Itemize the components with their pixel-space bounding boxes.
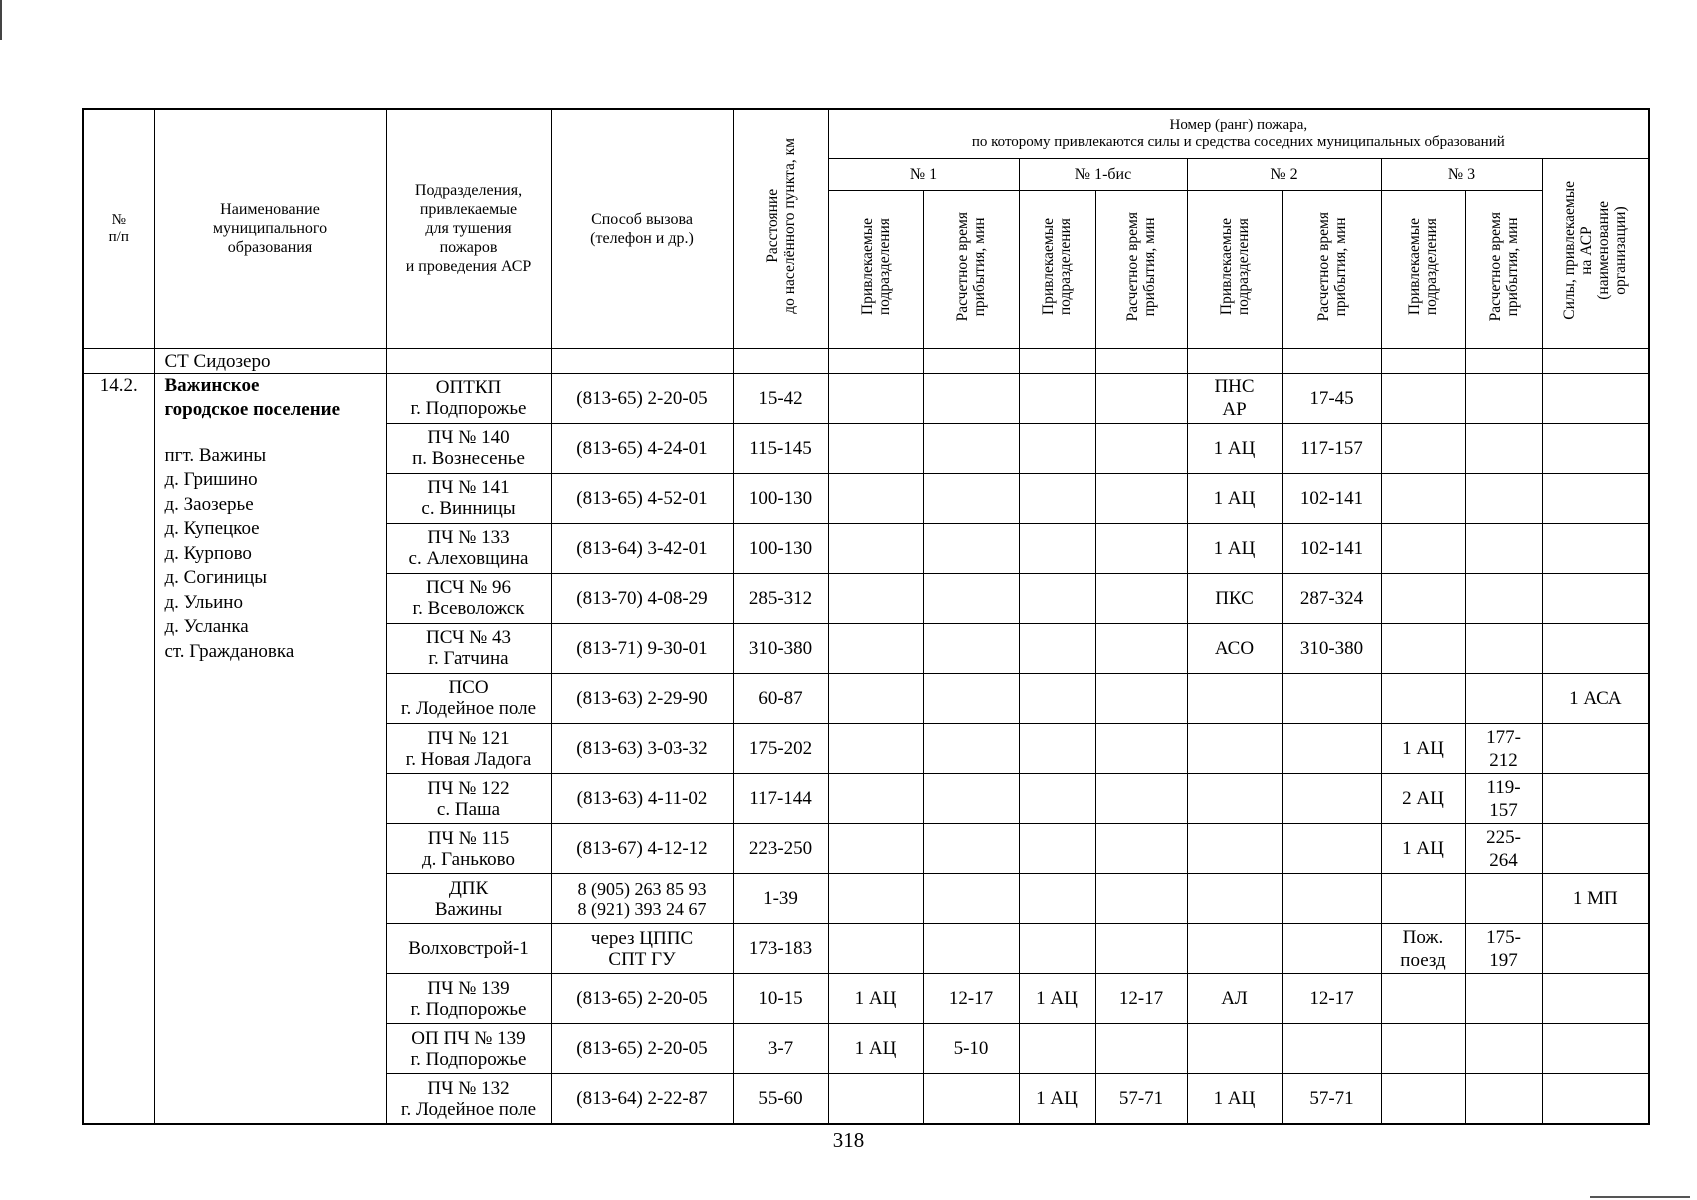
rank1-units-cell: [828, 1074, 923, 1124]
distance-cell: 175-202: [733, 723, 828, 773]
table-row: [83, 373, 1649, 423]
rank1-units-cell: [828, 623, 923, 673]
distance-cell: 15-42: [733, 373, 828, 423]
rank1-units-cell: [828, 824, 923, 874]
section-number: 14.2.: [83, 373, 154, 1124]
rank1bis-units-cell: 1 АЦ: [1019, 974, 1095, 1024]
settlement-list: [165, 444, 384, 665]
rank1-units-cell: [828, 874, 923, 924]
distance-cell: 1-39: [733, 874, 828, 924]
rank3-units-cell: [1381, 623, 1465, 673]
rank2-units-cell: [1187, 824, 1282, 874]
rank1-units-cell: [828, 573, 923, 623]
distance-cell: 100-130: [733, 473, 828, 523]
rank-group-header: Номер (ранг) пожара, по которому привлекаются силы и средства соседних муниципальных образований: [828, 109, 1649, 158]
distance-cell: 10-15: [733, 974, 828, 1024]
rank2-units-cell: 1 АЦ: [1187, 473, 1282, 523]
call-cell: (813-70) 4-08-29: [551, 573, 733, 623]
rank1bis-units-cell: [1019, 373, 1095, 423]
rank2-units-cell: [1187, 774, 1282, 824]
rank2-units-cell: АСО: [1187, 623, 1282, 673]
asr-cell: [1542, 1024, 1649, 1074]
rank3-units-cell: [1381, 974, 1465, 1024]
unit-cell: ДПК Важины: [386, 874, 551, 924]
municipality-title: Важинское: [164, 374, 260, 396]
rank3-units-cell: 1 АЦ: [1381, 824, 1465, 874]
call-cell: (813-63) 3-03-32: [551, 723, 733, 773]
rank1-time-cell: [923, 523, 1019, 573]
rank1-units-cell: [828, 723, 923, 773]
rank1-units-cell: [828, 423, 923, 473]
rank2-time-header: Расчетное время прибытия, мин: [1282, 190, 1381, 348]
rank1-units-cell: [828, 473, 923, 523]
scan-mark: [1590, 1196, 1690, 1198]
unit-cell: ОП ПЧ № 139 г. Подпорожье: [386, 1024, 551, 1074]
unit-cell: ПСЧ № 96 г. Всеволожск: [386, 573, 551, 623]
unit-cell: ПЧ № 122 с. Паша: [386, 774, 551, 824]
rank2-time-cell: [1282, 874, 1381, 924]
rank1-units-cell: 1 АЦ: [828, 1024, 923, 1074]
rank3-units-cell: 1 АЦ: [1381, 723, 1465, 773]
call-cell: (813-65) 4-52-01: [551, 473, 733, 523]
rank3-time-cell: [1465, 1074, 1542, 1124]
rank1bis-units-cell: [1019, 824, 1095, 874]
call-cell: (813-64) 3-42-01: [551, 523, 733, 573]
settlement-item: д. Гришино: [164, 469, 258, 491]
rank2-time-cell: 17-45: [1282, 373, 1381, 423]
rank3-units-cell: [1381, 373, 1465, 423]
rank2-units-cell: 1 АЦ: [1187, 523, 1282, 573]
settlement-item: д. Купецкое: [164, 518, 260, 540]
asr-cell: 1 АСА: [1542, 673, 1649, 723]
rank3-time-cell: [1465, 874, 1542, 924]
col-distance-header: [733, 109, 828, 348]
unit-cell: ПСО г. Лодейное поле: [386, 673, 551, 723]
distance-cell: 173-183: [733, 924, 828, 974]
col-muni-header: Наименование муниципального образования: [154, 109, 386, 348]
unit-cell: ПЧ № 140 п. Вознесенье: [386, 423, 551, 473]
rank3-units-cell: Пож. поезд: [1381, 924, 1465, 974]
distance-cell: 3-7: [733, 1024, 828, 1074]
asr-cell: [1542, 423, 1649, 473]
rank1bis-time-cell: 57-71: [1095, 1074, 1187, 1124]
distance-cell: 55-60: [733, 1074, 828, 1124]
rank1-time-cell: [923, 774, 1019, 824]
rank2-time-cell: 310-380: [1282, 623, 1381, 673]
rank3-units-cell: 2 АЦ: [1381, 774, 1465, 824]
rank1bis-time-cell: [1095, 673, 1187, 723]
rank1bis-units-cell: [1019, 523, 1095, 573]
rank3-time-cell: [1465, 423, 1542, 473]
unit-cell: ПЧ № 139 г. Подпорожье: [386, 974, 551, 1024]
rank1bis-time-header: Расчетное время прибытия, мин: [1095, 190, 1187, 348]
settlement-item: пгт. Важины: [164, 444, 267, 466]
rank1-time-cell: [923, 473, 1019, 523]
rank1bis-units-cell: [1019, 774, 1095, 824]
rank2-units-cell: [1187, 723, 1282, 773]
asr-cell: [1542, 924, 1649, 974]
asr-cell: [1542, 1074, 1649, 1124]
rank2-units-header: Привлекаемые подразделения: [1187, 190, 1282, 348]
rank1bis-time-cell: [1095, 473, 1187, 523]
call-cell: (813-65) 2-20-05: [551, 373, 733, 423]
rank3-units-cell: [1381, 1024, 1465, 1074]
col-call-header: Способ вызова (телефон и др.): [551, 109, 733, 348]
rank3-time-cell: [1465, 373, 1542, 423]
rank2-time-cell: [1282, 1024, 1381, 1074]
rank1bis-units-cell: 1 АЦ: [1019, 1074, 1095, 1124]
settlement-item: д. Усланка: [164, 616, 249, 638]
call-cell: (813-65) 4-24-01: [551, 423, 733, 473]
rank1-time-header: Расчетное время прибытия, мин: [923, 190, 1019, 348]
asr-cell: [1542, 623, 1649, 673]
unit-cell: ПЧ № 132 г. Лодейное поле: [386, 1074, 551, 1124]
rank1-time-cell: [923, 723, 1019, 773]
rank2-units-cell: [1187, 1024, 1282, 1074]
asr-cell: [1542, 723, 1649, 773]
rank1bis-time-cell: [1095, 423, 1187, 473]
call-cell: (813-65) 2-20-05: [551, 974, 733, 1024]
rank2-time-cell: 57-71: [1282, 1074, 1381, 1124]
distance-cell: 310-380: [733, 623, 828, 673]
rank1-time-cell: [923, 824, 1019, 874]
rank1-time-cell: [923, 423, 1019, 473]
rank1-time-cell: 12-17: [923, 974, 1019, 1024]
call-cell: (813-65) 2-20-05: [551, 1024, 733, 1074]
rank3-units-cell: [1381, 473, 1465, 523]
rank3-time-cell: 175- 197: [1465, 924, 1542, 974]
unit-cell: Волховстрой-1: [386, 924, 551, 974]
call-cell: (813-63) 4-11-02: [551, 774, 733, 824]
rank2-units-cell: АЛ: [1187, 974, 1282, 1024]
rank2-units-cell: [1187, 673, 1282, 723]
rank2-time-cell: [1282, 824, 1381, 874]
settlement-item: д. Заозерье: [164, 493, 254, 515]
page-number: 318: [832, 1128, 865, 1152]
fire-forces-table: [82, 108, 1650, 1125]
rank2-units-cell: 1 АЦ: [1187, 1074, 1282, 1124]
rank1-time-cell: [923, 623, 1019, 673]
rank2-units-cell: ПНС АР: [1187, 373, 1282, 423]
rank1-time-cell: [923, 924, 1019, 974]
rank2-time-cell: 102-141: [1282, 473, 1381, 523]
distance-cell: 115-145: [733, 423, 828, 473]
asr-header: [1542, 158, 1649, 348]
rank1bis-time-cell: [1095, 623, 1187, 673]
rank1-time-cell: [923, 573, 1019, 623]
rank1bis-units-header: Привлекаемые подразделения: [1019, 190, 1095, 348]
rank2-time-cell: 287-324: [1282, 573, 1381, 623]
rank1bis-units-cell: [1019, 423, 1095, 473]
rank3-header: № 3: [1381, 158, 1542, 190]
rank1-units-cell: [828, 523, 923, 573]
rank1bis-units-cell: [1019, 924, 1095, 974]
rank1bis-units-cell: [1019, 1024, 1095, 1074]
rank1-time-cell: 5-10: [923, 1024, 1019, 1074]
rank1-units-cell: [828, 673, 923, 723]
rank2-units-cell: [1187, 874, 1282, 924]
col-units-header: Подразделения, привлекаемые для тушения пожаров и проведения АСР: [386, 109, 551, 348]
rank3-units-cell: [1381, 874, 1465, 924]
municipality-block: [154, 373, 386, 1124]
rank2-time-cell: [1282, 723, 1381, 773]
call-cell: (813-63) 2-29-90: [551, 673, 733, 723]
rank3-units-header: Привлекаемые подразделения: [1381, 190, 1465, 348]
distance-header-text: Расстояние до населённого пункта, км: [763, 138, 798, 315]
unit-cell: ПЧ № 133 с. Алеховщина: [386, 523, 551, 573]
rank2-units-cell: ПКС: [1187, 573, 1282, 623]
prev-row: [83, 348, 1649, 373]
unit-cell: ПЧ № 115 д. Ганьково: [386, 824, 551, 874]
rank3-time-cell: 225- 264: [1465, 824, 1542, 874]
asr-cell: [1542, 523, 1649, 573]
settlement-item: д. Курпово: [164, 542, 252, 564]
rank2-header: № 2: [1187, 158, 1381, 190]
rank3-time-cell: [1465, 573, 1542, 623]
rank1-units-cell: [828, 373, 923, 423]
asr-cell: [1542, 974, 1649, 1024]
rank1bis-time-cell: [1095, 874, 1187, 924]
scan-edge-mark: [0, 0, 2, 40]
rank1bis-units-cell: [1019, 573, 1095, 623]
rank3-time-cell: 177- 212: [1465, 723, 1542, 773]
municipality-title: городское поселение: [164, 398, 341, 420]
rank1bis-time-cell: [1095, 1024, 1187, 1074]
asr-cell: [1542, 573, 1649, 623]
rank2-time-cell: [1282, 673, 1381, 723]
rank1-time-cell: [923, 1074, 1019, 1124]
rank1-units-cell: [828, 774, 923, 824]
rank2-time-cell: [1282, 924, 1381, 974]
rank1-time-cell: [923, 874, 1019, 924]
prev-row-name: СТ Сидозеро: [154, 348, 386, 373]
rank1bis-time-cell: [1095, 824, 1187, 874]
rank3-time-header: Расчетное время прибытия, мин: [1465, 190, 1542, 348]
settlement-item: д. Согиницы: [164, 567, 268, 589]
unit-cell: ПЧ № 121 г. Новая Ладога: [386, 723, 551, 773]
rank1bis-units-cell: [1019, 673, 1095, 723]
rank1bis-time-cell: [1095, 723, 1187, 773]
rank3-units-cell: [1381, 423, 1465, 473]
rank3-time-cell: [1465, 623, 1542, 673]
rank1bis-time-cell: [1095, 523, 1187, 573]
call-cell: (813-71) 9-30-01: [551, 623, 733, 673]
rank3-units-cell: [1381, 573, 1465, 623]
rank1-header: № 1: [828, 158, 1019, 190]
rank3-time-cell: [1465, 473, 1542, 523]
distance-cell: 60-87: [733, 673, 828, 723]
distance-cell: 285-312: [733, 573, 828, 623]
rank1-time-cell: [923, 373, 1019, 423]
rank3-time-cell: [1465, 673, 1542, 723]
asr-cell: [1542, 473, 1649, 523]
rank3-time-cell: [1465, 523, 1542, 573]
rank1-units-header: Привлекаемые подразделения: [828, 190, 923, 348]
asr-cell: 1 МП: [1542, 874, 1649, 924]
rank1bis-time-cell: [1095, 373, 1187, 423]
rank1bis-time-cell: [1095, 924, 1187, 974]
rank1-units-cell: [828, 924, 923, 974]
rank3-time-cell: [1465, 1024, 1542, 1074]
rank1bis-units-cell: [1019, 874, 1095, 924]
settlement-item: ст. Граждановка: [164, 640, 295, 662]
rank1-units-cell: 1 АЦ: [828, 974, 923, 1024]
unit-cell: ОПТКП г. Подпорожье: [386, 373, 551, 423]
asr-cell: [1542, 774, 1649, 824]
rank1bis-units-cell: [1019, 623, 1095, 673]
asr-cell: [1542, 824, 1649, 874]
rank2-time-cell: 102-141: [1282, 523, 1381, 573]
col-num-header: № п/п: [83, 109, 154, 348]
call-cell: через ЦППС СПТ ГУ: [551, 924, 733, 974]
rank1-time-cell: [923, 673, 1019, 723]
call-cell: 8 (905) 263 85 93 8 (921) 393 24 67: [551, 874, 733, 924]
rank2-time-cell: 12-17: [1282, 974, 1381, 1024]
rank3-units-cell: [1381, 523, 1465, 573]
rank3-units-cell: [1381, 1074, 1465, 1124]
rank3-time-cell: 119- 157: [1465, 774, 1542, 824]
distance-cell: 100-130: [733, 523, 828, 573]
rank2-time-cell: [1282, 774, 1381, 824]
rank1bis-time-cell: 12-17: [1095, 974, 1187, 1024]
rank1bis-header: № 1-бис: [1019, 158, 1187, 190]
rank1bis-units-cell: [1019, 723, 1095, 773]
asr-header-text: Силы, привлекаемые на АСР (наименование организации): [1561, 181, 1630, 320]
unit-cell: ПЧ № 141 с. Винницы: [386, 473, 551, 523]
rank3-time-cell: [1465, 974, 1542, 1024]
settlement-item: д. Ульино: [164, 591, 243, 613]
distance-cell: 223-250: [733, 824, 828, 874]
call-cell: (813-67) 4-12-12: [551, 824, 733, 874]
distance-cell: 117-144: [733, 774, 828, 824]
rank1bis-units-cell: [1019, 473, 1095, 523]
rank1bis-time-cell: [1095, 573, 1187, 623]
unit-cell: ПСЧ № 43 г. Гатчина: [386, 623, 551, 673]
rank3-units-cell: [1381, 673, 1465, 723]
asr-cell: [1542, 373, 1649, 423]
rank2-time-cell: 117-157: [1282, 423, 1381, 473]
call-cell: (813-64) 2-22-87: [551, 1074, 733, 1124]
rank2-units-cell: 1 АЦ: [1187, 423, 1282, 473]
rank2-units-cell: [1187, 924, 1282, 974]
rank1bis-time-cell: [1095, 774, 1187, 824]
